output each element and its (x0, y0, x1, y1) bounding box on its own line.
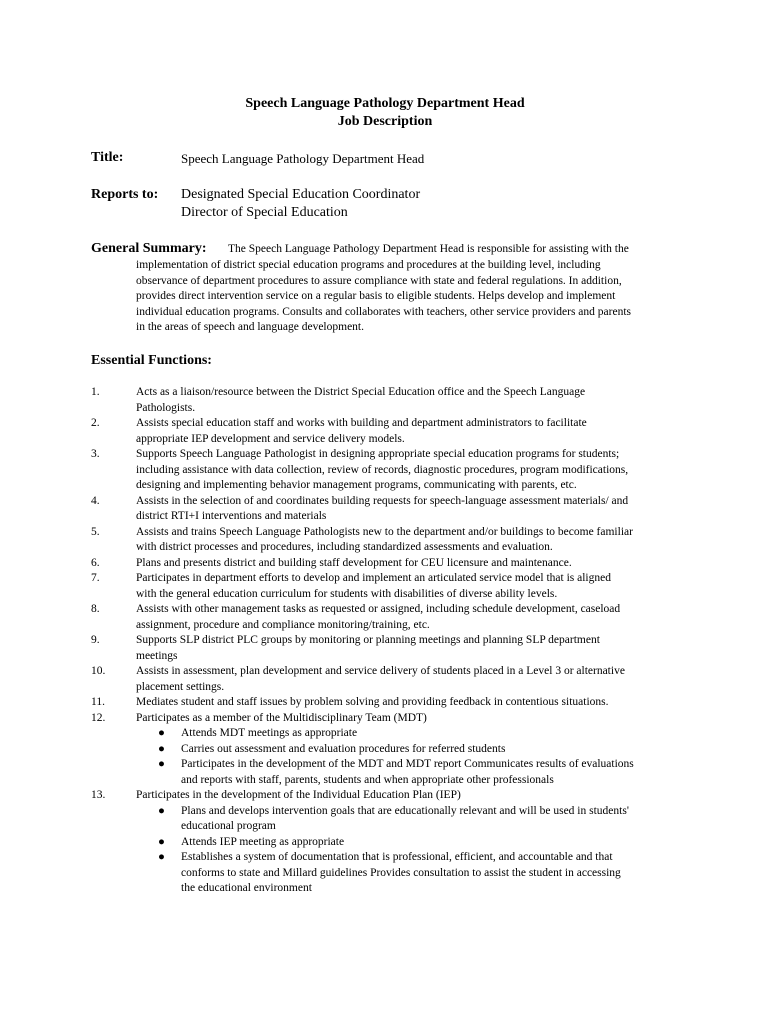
reports-to-label: Reports to: (91, 187, 159, 202)
list-item-number: 3. (91, 448, 100, 460)
list-item-line: Assists and trains Speech Language Pathologists new to the department and/or buildings to become familiar (136, 525, 633, 538)
list-item-text (136, 602, 696, 633)
essential-functions-heading: Essential Functions: (91, 353, 212, 368)
list-item (0, 385, 770, 416)
general-summary-line: observance of department procedures to assure compliance with state and federal regulations. In addition, (136, 274, 622, 287)
list-item-text (136, 416, 696, 447)
sub-bullet-item (158, 742, 701, 758)
sub-bullet-line: Carries out assessment and evaluation procedures for referred students (181, 742, 506, 755)
sub-bullet-line: Establishes a system of documentation that is professional, efficient, and accountable and that (181, 851, 613, 863)
list-item-line: Pathologists. (136, 401, 196, 414)
list-item-number: 7. (91, 572, 100, 584)
document-title: Speech Language Pathology Department Head (245, 96, 525, 111)
list-item (0, 556, 770, 572)
list-item (0, 664, 770, 695)
list-item-text (136, 494, 696, 525)
general-summary-line: implementation of district special education programs and procedures at the building level, including (136, 259, 601, 271)
list-item-number: 2. (91, 417, 100, 429)
sub-bullet-line: the educational environment (181, 882, 312, 894)
bullet-icon: ● (158, 804, 165, 817)
list-item-line: Participates in department efforts to develop and implement an articulated service model that is aligned (136, 572, 611, 584)
list-item (0, 525, 770, 556)
list-item-line: Mediates student and staff issues by problem solving and providing feedback in contentious situations. (136, 696, 609, 708)
general-summary-line: provides direct intervention service on a regular basis to eligible students. Helps develop and implement (136, 290, 616, 302)
list-item-text (136, 525, 696, 556)
sub-bullet-line: educational program (181, 820, 276, 832)
list-item-line: Supports SLP district PLC groups by monitoring or planning meetings and planning SLP department (136, 634, 600, 646)
list-item (0, 447, 770, 494)
list-item-line: meetings (136, 649, 178, 662)
bullet-icon: ● (158, 835, 165, 848)
list-item (0, 633, 770, 664)
list-item-number: 12. (91, 711, 106, 724)
sub-bullet-line: and reports with staff, parents, students and when appropriate other professionals (181, 773, 554, 786)
bullet-icon: ● (158, 727, 165, 739)
list-item-line: placement settings. (136, 680, 225, 693)
list-item-number: 8. (91, 603, 100, 615)
list-item-line: Acts as a liaison/resource between the District Special Education office and the Speech Language (136, 386, 586, 398)
general-summary-body (136, 258, 686, 336)
list-item (0, 711, 770, 727)
list-item (0, 494, 770, 525)
list-item-line: Supports Speech Language Pathologist in designing appropriate special education programs for students; (136, 448, 620, 460)
list-item-line: district RTI+I interventions and materials (136, 510, 327, 522)
sub-bullet-line: Attends MDT meetings as appropriate (181, 727, 358, 739)
list-item-text (136, 633, 696, 664)
list-item-line: with the general education curriculum for students with disabilities of diverse ability levels. (136, 587, 558, 600)
sub-bullet-item (158, 757, 701, 788)
list-item-text (136, 695, 696, 711)
document-subtitle: Job Description (337, 114, 433, 129)
sub-bullet-line: Attends IEP meeting as appropriate (181, 835, 345, 848)
bullet-icon: ● (158, 851, 165, 863)
list-item-line: appropriate IEP development and service delivery models. (136, 432, 405, 445)
list-item (0, 416, 770, 447)
sub-bullet-item (158, 726, 701, 742)
list-item (0, 788, 770, 804)
list-item-text (136, 447, 696, 494)
general-summary-line: in the areas of speech and language development. (136, 321, 364, 333)
list-item-line: Assists with other management tasks as requested or assigned, including schedule development, caseload (136, 603, 621, 615)
list-item-line: including assistance with data collection, review of records, diagnostic procedures, program modifications, (136, 463, 629, 476)
list-item-text (136, 788, 696, 804)
sub-bullet-line: Participates in the development of the MDT and MDT report Communicates results of evaluations (181, 758, 634, 770)
list-item-line: Participates as a member of the Multidisciplinary Team (MDT) (136, 711, 427, 724)
list-item-number: 9. (91, 634, 100, 646)
bullet-icon: ● (158, 758, 165, 770)
list-item-number: 10. (91, 665, 106, 677)
bullet-icon: ● (158, 742, 165, 755)
list-item-number: 1. (91, 386, 100, 398)
title-value: Speech Language Pathology Department Head (181, 151, 425, 166)
list-item (0, 695, 770, 711)
sub-bullet-item (158, 804, 701, 835)
list-item-line: Assists in the selection of and coordinates building requests for speech-language assessment materials/ and (136, 494, 629, 507)
general-summary-line: individual education programs. Consults and collaborates with teachers, other service providers and parents (136, 305, 631, 318)
reports-to-value-1: Designated Special Education Coordinator (181, 187, 421, 202)
list-item-text (136, 711, 696, 727)
list-item-line: assignment, procedure and compliance monitoring/training, etc. (136, 618, 430, 631)
title-label: Title: (91, 150, 124, 165)
list-item-line: designing and implementing behavior management programs, communicating with parents, etc. (136, 479, 577, 491)
reports-to-value-2: Director of Special Education (181, 205, 348, 220)
list-item-line: Plans and presents district and building staff development for CEU licensure and maintenance. (136, 556, 572, 569)
list-item-text (136, 664, 696, 695)
list-item-number: 6. (91, 556, 100, 569)
list-item-number: 11. (91, 696, 105, 708)
sub-bullet-item (158, 850, 701, 897)
sub-bullet-line: conforms to state and Millard guidelines Provides consultation to assist the student in accessing (181, 866, 621, 879)
list-item-text (136, 385, 696, 416)
list-item-line: Assists in assessment, plan development and service delivery of students placed in a Level 3 or alternative (136, 665, 625, 677)
list-item-line: Participates in the development of the Individual Education Plan (IEP) (136, 789, 461, 801)
list-item-line: with district processes and procedures, including standardized assessments and evaluation. (136, 541, 553, 553)
sub-bullet-item (158, 835, 701, 851)
list-item-number: 4. (91, 494, 100, 507)
list-item (0, 602, 770, 633)
essential-functions-list (0, 385, 770, 897)
list-item-line: Assists special education staff and works with building and department administrators to facilitate (136, 417, 587, 429)
list-item-text (136, 571, 696, 602)
general-summary-line: The Speech Language Pathology Department Head is responsible for assisting with the (228, 243, 629, 255)
list-item-text (136, 556, 696, 572)
general-summary-heading: General Summary: (91, 241, 207, 256)
sub-bullet-line: Plans and develops intervention goals that are educationally relevant and will be used in students' (181, 804, 629, 817)
list-item-number: 13. (91, 789, 106, 801)
list-item (0, 571, 770, 602)
list-item-number: 5. (91, 525, 100, 538)
